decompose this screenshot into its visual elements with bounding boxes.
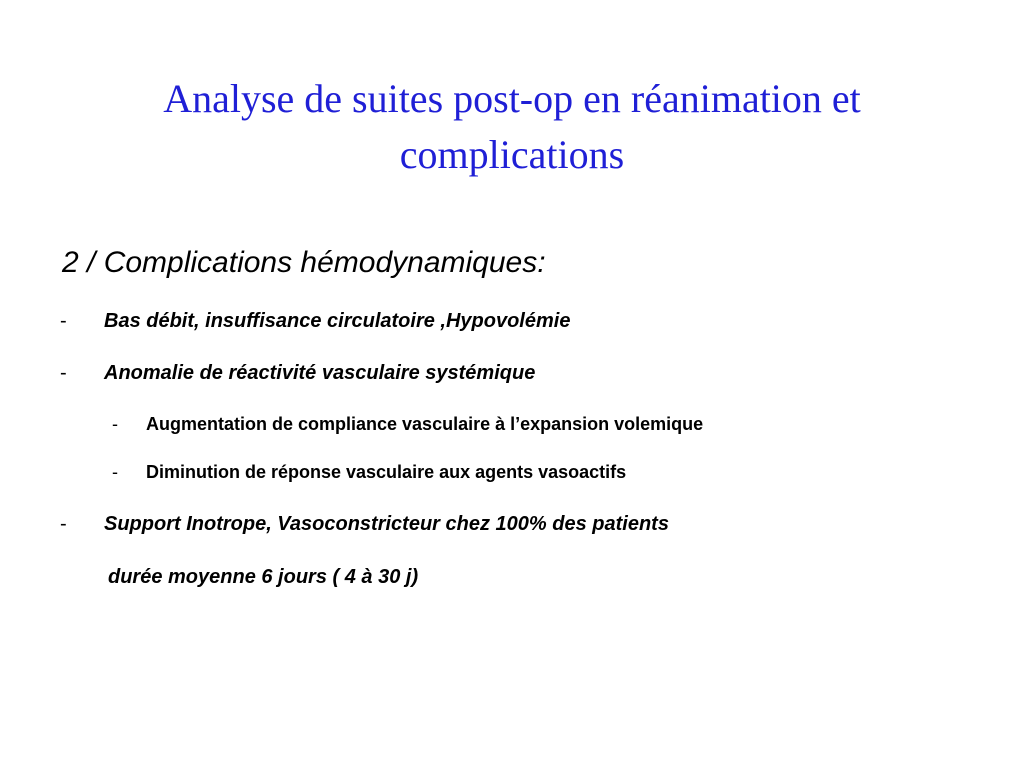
- bullet-marker: -: [60, 513, 67, 535]
- bullet-text: Bas débit, insuffisance circulatoire ,Hypovolémie: [104, 310, 571, 332]
- sub-bullet-item: [112, 414, 704, 435]
- sub-bullet-text: Augmentation de compliance vasculaire à l’expansion volemique: [146, 414, 704, 434]
- bullet-item: [60, 513, 669, 536]
- bullet-text: Support Inotrope, Vasoconstricteur chez 100% des patients: [104, 513, 669, 535]
- bullet-item: [60, 362, 536, 385]
- sub-bullet-marker: -: [112, 462, 118, 482]
- bullet-text: Anomalie de réactivité vasculaire systémique: [104, 362, 536, 384]
- sub-bullet-item: [112, 462, 627, 483]
- sub-bullet-text: Diminution de réponse vasculaire aux agents vasoactifs: [146, 462, 627, 482]
- slide-title-line-2: complications: [399, 131, 625, 177]
- slide-title-line-1: Analyse de suites post-op en réanimation et: [163, 75, 861, 121]
- bullet-item: [60, 310, 571, 333]
- slide-title: [40, 71, 984, 183]
- section-heading: 2 / Complications hémodynamiques:: [62, 246, 546, 279]
- sub-bullet-marker: -: [112, 414, 118, 434]
- bullet-marker: -: [60, 310, 67, 332]
- bullet-marker: -: [60, 362, 67, 384]
- bullet-continuation: durée moyenne 6 jours ( 4 à 30 j): [108, 566, 419, 588]
